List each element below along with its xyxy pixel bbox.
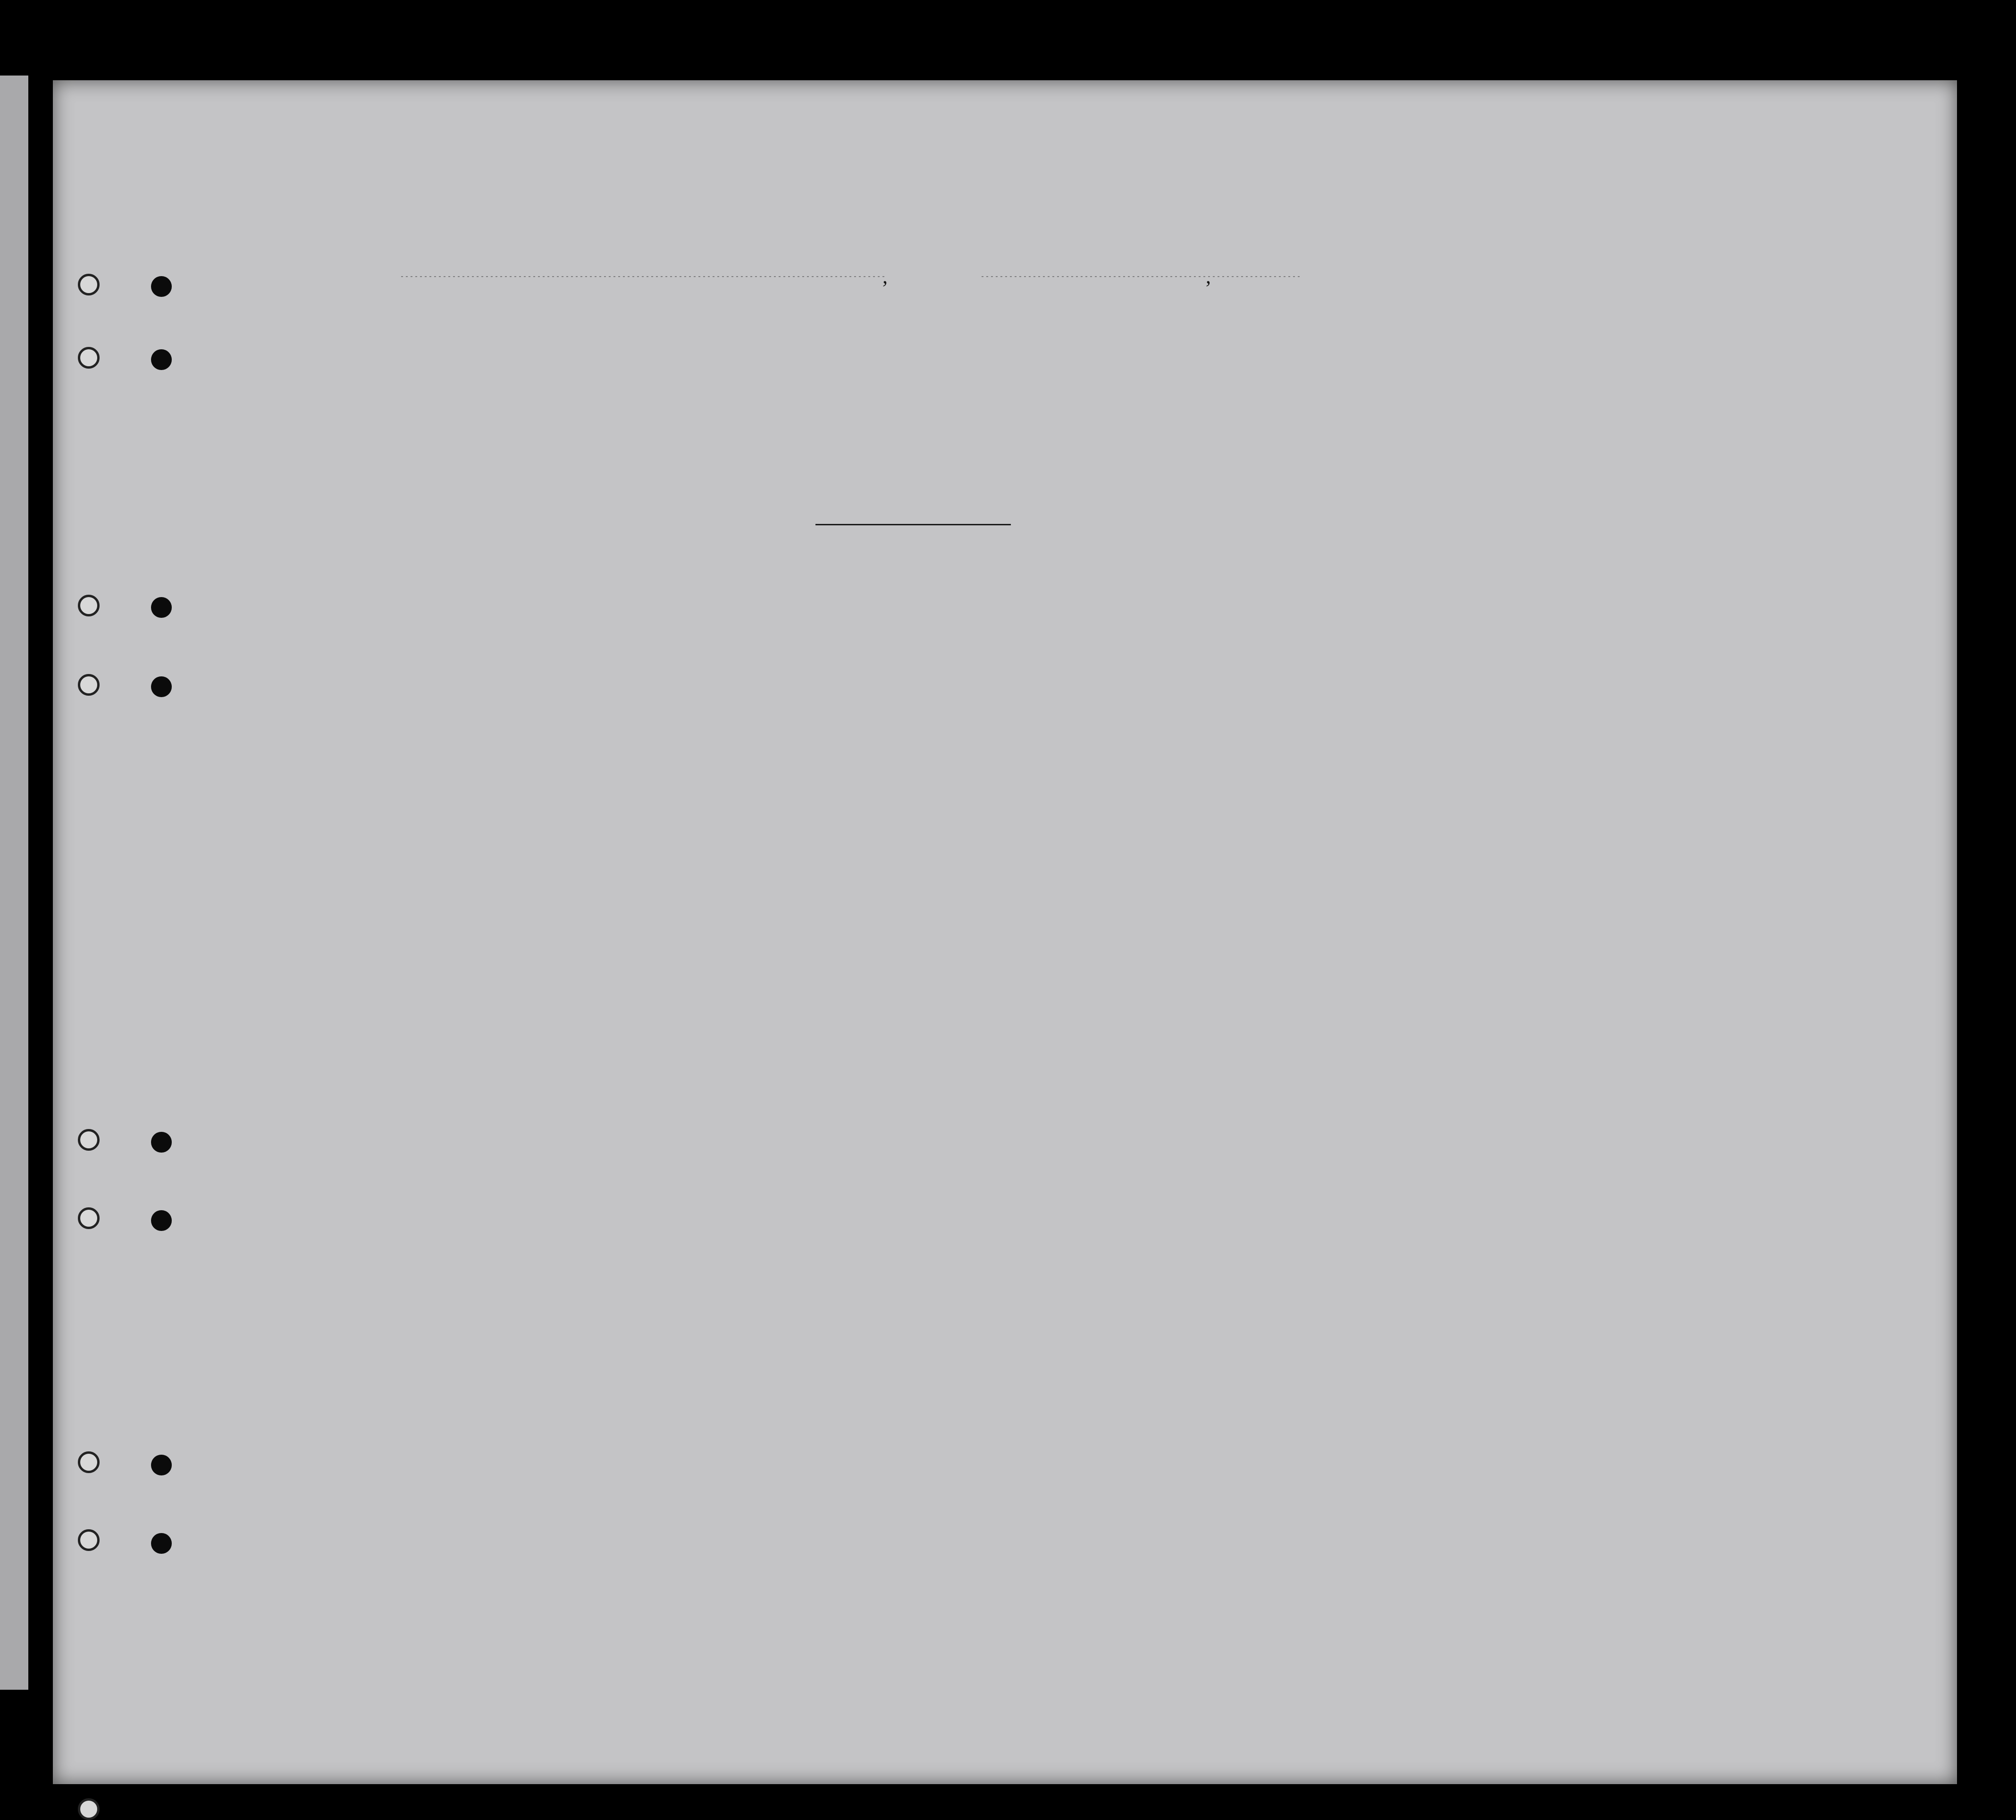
punch-hole [78, 274, 100, 295]
header-q29 [1442, 345, 1465, 467]
punch-hole [78, 1451, 100, 1473]
header-q30 [1474, 345, 1490, 467]
punch-hole [78, 1129, 100, 1151]
punch-hole [151, 1132, 172, 1153]
punch-hole [78, 595, 100, 616]
header-purpose-citizen [1258, 371, 1278, 465]
punch-hole [78, 347, 100, 369]
header-purpose-return [1189, 371, 1210, 465]
punch-hole [78, 674, 100, 696]
punch-hole [151, 676, 172, 697]
punch-hole [151, 276, 172, 297]
punch-hole [151, 1455, 172, 1475]
punch-hole [151, 597, 172, 618]
punch-hole [151, 1210, 172, 1231]
header-purpose-length [1229, 371, 1250, 465]
header-prison [1295, 345, 1316, 467]
punch-hole [78, 1529, 100, 1551]
punch-hole [78, 1798, 100, 1820]
punch-hole [151, 349, 172, 370]
punch-hole [78, 1207, 100, 1229]
punch-hole [151, 1533, 172, 1554]
header-q31 [1496, 345, 1512, 467]
header-q28 [1385, 345, 1418, 467]
